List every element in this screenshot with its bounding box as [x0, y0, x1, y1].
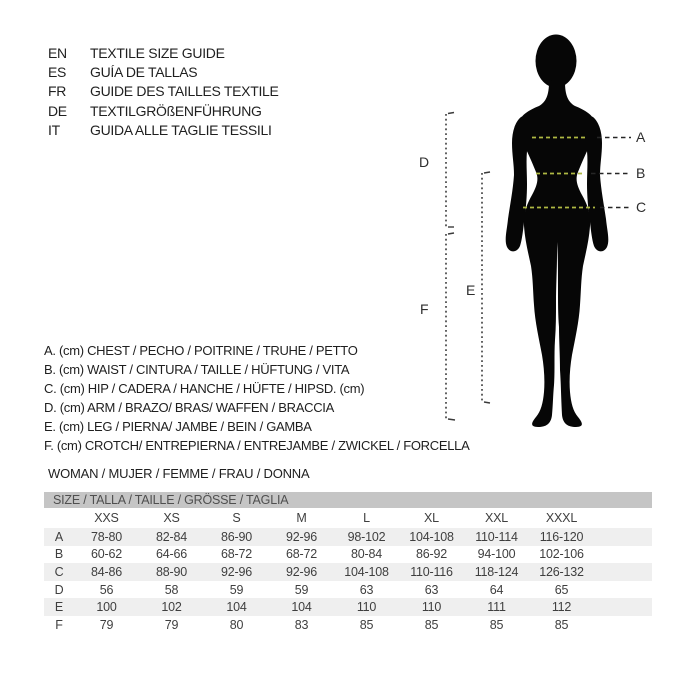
table-row — [44, 616, 652, 634]
table-row — [44, 563, 652, 581]
size-table-header-bar: SIZE / TALLA / TAILLE / GRÖSSE / TAGLIA — [44, 492, 652, 508]
filler-cell — [594, 563, 652, 581]
table-row — [44, 546, 652, 564]
cell: 58 — [164, 582, 179, 597]
cell: 111 — [487, 600, 506, 615]
row-label: D — [54, 582, 64, 597]
list-item — [48, 63, 279, 82]
cell: 84-86 — [91, 564, 122, 579]
label-waist: B — [636, 165, 646, 181]
crotch-top-tick — [448, 233, 454, 234]
filler-cell — [594, 581, 652, 599]
language-title: TEXTILGRÖßENFÜHRUNG — [90, 102, 262, 119]
list-item — [48, 102, 279, 121]
cell: 98-102 — [347, 529, 386, 544]
column-header: M — [296, 511, 307, 525]
cell: 64 — [489, 582, 504, 597]
cell: 110-114 — [475, 529, 518, 544]
cell: 86-90 — [221, 529, 252, 544]
row-label: F — [55, 617, 63, 632]
cell: 80-84 — [351, 547, 382, 562]
language-code: DE — [48, 102, 67, 119]
list-item — [48, 44, 279, 63]
cell: 85 — [359, 617, 374, 632]
cell: 78-80 — [91, 529, 122, 544]
row-label: C — [54, 564, 64, 579]
row-label: E — [54, 600, 64, 615]
column-header: XXS — [94, 511, 119, 525]
language-code: FR — [48, 83, 67, 100]
woman-left-arm — [506, 117, 528, 252]
label-chest: A — [636, 129, 646, 145]
cell: 82-84 — [156, 529, 187, 544]
row-label: A — [54, 529, 64, 544]
cell: 63 — [359, 582, 374, 597]
language-title: GUÍA DE TALLAS — [90, 64, 198, 81]
cell: 80 — [229, 617, 244, 632]
filler-cell — [594, 546, 652, 564]
cell: 79 — [164, 617, 179, 632]
legend-line-waist: B. (cm) WAIST / CINTURA / TAILLE / HÜFTUNG / VITA — [44, 362, 350, 377]
language-title: TEXTILE SIZE GUIDE — [90, 45, 225, 61]
language-code: ES — [48, 64, 67, 81]
cell: 118-124 — [474, 564, 519, 579]
cell: 104-108 — [409, 529, 454, 544]
cell: 56 — [99, 582, 114, 597]
column-header: S — [232, 511, 241, 525]
label-hip: C — [636, 199, 646, 215]
legend-line-arm: D. (cm) ARM / BRAZO/ BRAS/ WAFFEN / BRACCIA — [44, 400, 334, 415]
legend-line-chest: A. (cm) CHEST / PECHO / POITRINE / TRUHE / PETTO — [44, 343, 358, 358]
cell: 85 — [554, 617, 569, 632]
legend-line-crotch: F. (cm) CROTCH/ ENTREPIERNA / ENTREJAMBE / ZWICKEL / FORCELLA — [44, 438, 470, 453]
size-columns-row — [44, 508, 652, 528]
cell: 104 — [291, 600, 312, 615]
cell: 92-96 — [286, 564, 317, 579]
column-header: XL — [424, 511, 439, 525]
cell: 85 — [489, 617, 504, 632]
arm-top-tick — [448, 113, 454, 114]
legend-line-leg: E. (cm) LEG / PIERNA/ JAMBE / BEIN / GAMBA — [44, 419, 312, 434]
label-arm: D — [419, 154, 429, 170]
cell: 92-96 — [221, 564, 252, 579]
table-row — [44, 528, 652, 546]
language-title: GUIDE DES TAILLES TEXTILE — [90, 83, 279, 100]
table-row — [44, 598, 652, 616]
cell: 59 — [229, 582, 244, 597]
leg-bottom-tick — [484, 402, 490, 403]
cell: 64-66 — [156, 547, 187, 562]
cell: 79 — [99, 617, 114, 632]
column-header: XXL — [484, 511, 509, 525]
size-table — [44, 492, 652, 634]
list-item — [48, 121, 279, 140]
language-title-list — [48, 44, 279, 140]
label-crotch: F — [420, 301, 429, 317]
list-item — [48, 82, 279, 101]
size-chart — [44, 508, 652, 634]
cell: 110-116 — [410, 564, 453, 579]
column-header: XXXL — [545, 511, 578, 525]
cell: 86-92 — [416, 547, 447, 562]
legend-line-hip: C. (cm) HIP / CADERA / HANCHE / HÜFTE / HIPSD. (cm) — [44, 381, 365, 396]
filler-cell — [594, 508, 652, 528]
cell: 104-108 — [344, 564, 389, 579]
cell: 65 — [554, 582, 569, 597]
cell: 63 — [424, 582, 439, 597]
cell: 116-120 — [539, 529, 584, 544]
cell: 104 — [226, 600, 247, 615]
cell: 94-100 — [477, 547, 516, 562]
leg-top-tick — [484, 172, 490, 173]
gender-title: WOMAN / MUJER / FEMME / FRAU / DONNA — [48, 466, 310, 481]
cell: 126-132 — [539, 564, 584, 579]
language-title: GUIDA ALLE TAGLIE TESSILI — [90, 121, 272, 138]
table-row — [44, 581, 652, 599]
cell: 85 — [424, 617, 439, 632]
label-leg: E — [466, 282, 476, 298]
cell: 100 — [96, 600, 117, 615]
cell: 102-106 — [539, 547, 584, 562]
cell: 110 — [356, 600, 377, 615]
cell: 83 — [294, 617, 309, 632]
row-label: B — [54, 547, 64, 562]
measurement-legend — [44, 341, 469, 455]
cell: 68-72 — [221, 547, 252, 562]
cell: 59 — [294, 582, 309, 597]
cell: 110 — [421, 600, 442, 615]
corner-cell — [44, 508, 74, 528]
language-code: EN — [48, 45, 67, 61]
column-header: L — [363, 511, 370, 525]
language-code: IT — [48, 121, 60, 138]
column-header: XS — [163, 511, 180, 525]
filler-cell — [594, 598, 652, 616]
cell: 92-96 — [286, 529, 317, 544]
woman-silhouette — [517, 79, 596, 427]
cell: 112 — [551, 600, 572, 615]
cell: 102 — [161, 600, 182, 615]
cell: 88-90 — [156, 564, 187, 579]
cell: 60-62 — [91, 547, 122, 562]
cell: 68-72 — [286, 547, 317, 562]
filler-cell — [594, 528, 652, 546]
filler-cell — [594, 616, 652, 634]
